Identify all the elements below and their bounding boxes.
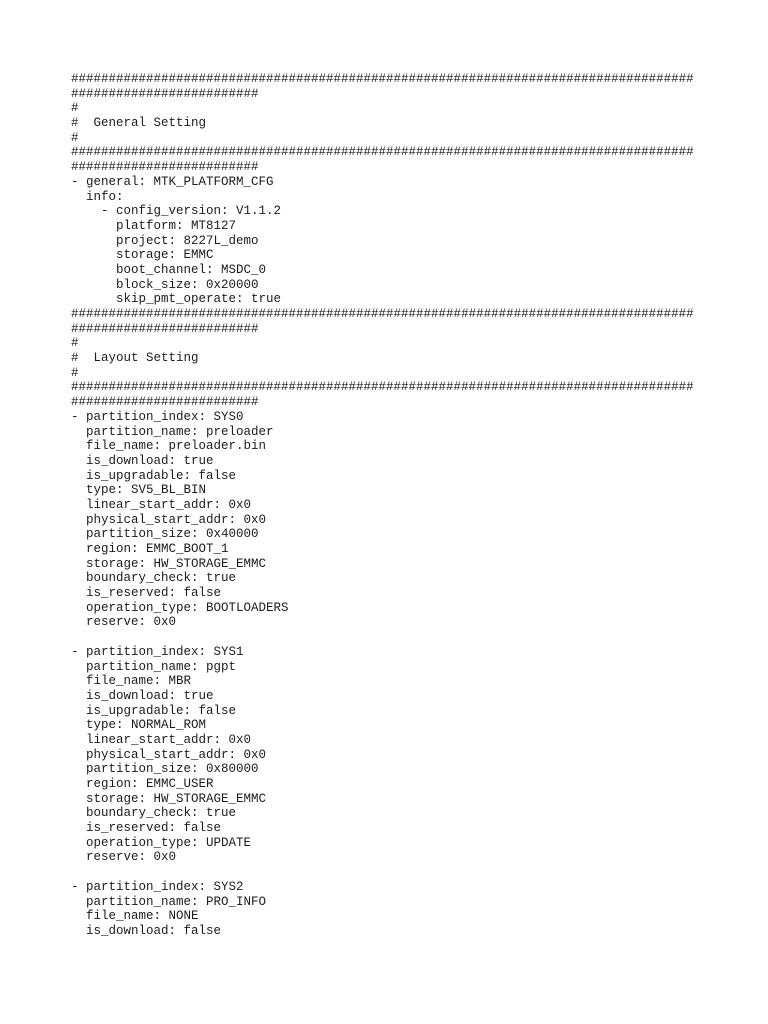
partition-line: is_download: true — [71, 688, 214, 703]
partition-line: region: EMMC_BOOT_1 — [71, 542, 229, 556]
partition-line: partition_size: 0x80000 — [71, 762, 259, 777]
separator-line: ################################################################################### — [71, 72, 694, 86]
partition-line: storage: HW_STORAGE_EMMC — [71, 556, 267, 571]
partition-line: operation_type: BOOTLOADERS — [71, 600, 289, 615]
comment-line: # — [71, 101, 79, 116]
blank-line — [71, 630, 694, 645]
partition-line: partition_name: pgpt — [71, 659, 237, 674]
partition-line: partition_size: 0x40000 — [71, 527, 259, 542]
partition-line: is_upgradable: false — [71, 703, 237, 718]
config-line: storage: EMMC — [71, 248, 214, 263]
section-heading-layout: # Layout Setting — [71, 351, 199, 366]
separator-line: ################################################################################### — [71, 380, 694, 395]
partition-line: - partition_index: SYS0 — [71, 409, 244, 424]
partition-line: region: EMMC_USER — [71, 777, 214, 791]
scatter-document — [71, 72, 694, 939]
partition-line: - partition_index: SYS2 — [71, 879, 244, 894]
partition-line: boundary_check: true — [71, 571, 237, 586]
config-line: block_size: 0x20000 — [71, 277, 259, 292]
partition-line: - partition_index: SYS1 — [71, 644, 244, 659]
config-line: project: 8227L_demo — [71, 233, 259, 248]
comment-line: # — [71, 365, 79, 380]
config-line: - config_version: V1.1.2 — [71, 204, 282, 219]
partition-line: reserve: 0x0 — [71, 850, 177, 865]
partition-line: file_name: NONE — [71, 909, 199, 924]
config-line: boot_channel: MSDC_0 — [71, 262, 267, 277]
partition-line: file_name: preloader.bin — [71, 439, 267, 454]
comment-line: # — [71, 130, 79, 145]
partition-line: boundary_check: true — [71, 806, 237, 821]
partition-line: reserve: 0x0 — [71, 615, 177, 630]
partition-line: partition_name: preloader — [71, 424, 274, 439]
partition-line: is_download: false — [71, 923, 222, 938]
config-line: info: — [71, 189, 124, 204]
partition-line: linear_start_addr: 0x0 — [71, 497, 252, 512]
blank-line — [71, 865, 694, 880]
partition-line: is_upgradable: false — [71, 468, 237, 483]
partition-line: storage: HW_STORAGE_EMMC — [71, 791, 267, 806]
separator-line: ######################### — [71, 86, 259, 101]
partition-line: linear_start_addr: 0x0 — [71, 732, 252, 747]
config-line: skip_pmt_operate: true — [71, 292, 282, 307]
partition-line: physical_start_addr: 0x0 — [71, 747, 267, 762]
separator-line: ######################### — [71, 395, 259, 410]
partition-line: type: SV5_BL_BIN — [71, 483, 207, 498]
partition-line: operation_type: UPDATE — [71, 835, 252, 850]
partition-line: is_download: true — [71, 453, 214, 468]
partition-line: is_reserved: false — [71, 586, 222, 601]
partition-line: partition_name: PRO_INFO — [71, 894, 267, 909]
separator-line: ######################### — [71, 160, 259, 175]
partition-line: physical_start_addr: 0x0 — [71, 512, 267, 527]
separator-line: ################################################################################### — [71, 145, 694, 160]
separator-line: ######################### — [71, 321, 259, 336]
partition-line: is_reserved: false — [71, 821, 222, 836]
section-heading-general: # General Setting — [71, 116, 207, 131]
comment-line: # — [71, 336, 79, 351]
config-line: platform: MT8127 — [71, 218, 237, 233]
separator-line: ################################################################################### — [71, 307, 694, 321]
partition-line: type: NORMAL_ROM — [71, 718, 207, 733]
config-line: - general: MTK_PLATFORM_CFG — [71, 174, 274, 189]
partition-line: file_name: MBR — [71, 674, 192, 689]
